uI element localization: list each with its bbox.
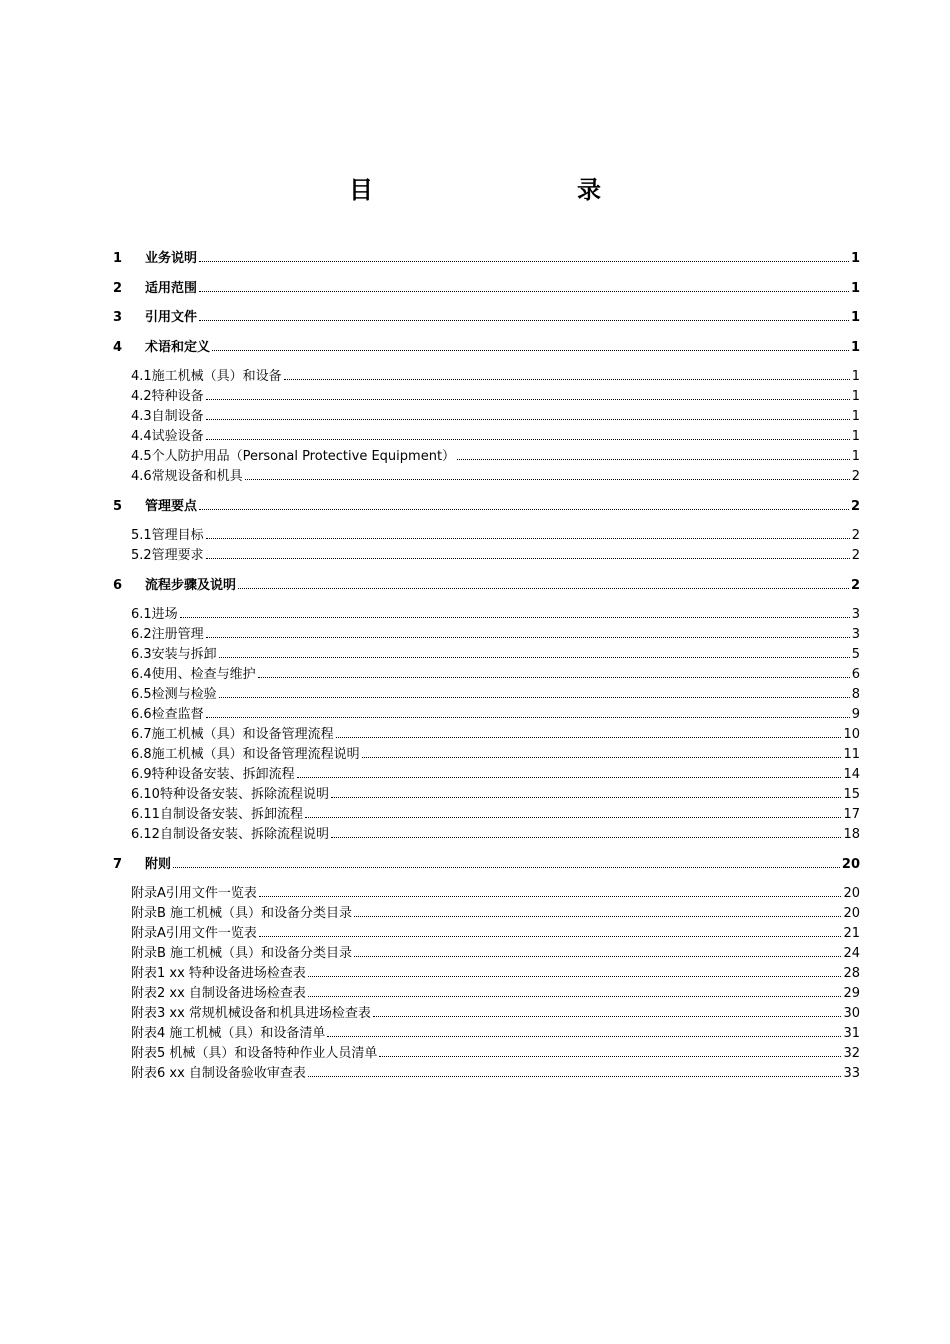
toc-page-number: 2 xyxy=(851,548,860,563)
toc-page-number: 32 xyxy=(843,1046,860,1061)
toc-subsection-entry[interactable] xyxy=(113,742,860,762)
toc-dot-leader xyxy=(206,537,850,539)
toc-entry-label: 6.1进场 xyxy=(131,607,178,622)
toc-entry-label: 附录B 施工机械（具）和设备分类目录 xyxy=(131,906,353,921)
toc-page-number: 2 xyxy=(850,498,860,514)
toc-dot-leader xyxy=(206,418,850,420)
toc-subsection-entry[interactable] xyxy=(113,822,860,842)
toc-subsection-entry[interactable] xyxy=(113,1061,860,1081)
toc-subsection-entry[interactable] xyxy=(113,961,860,981)
toc-subsection-entry[interactable] xyxy=(113,881,860,901)
toc-subsection-entry[interactable] xyxy=(113,762,860,782)
toc-dot-leader xyxy=(219,696,850,698)
toc-subsection-entry[interactable] xyxy=(113,1021,860,1041)
toc-section-entry[interactable] xyxy=(113,852,860,872)
toc-entry-label: 5.2管理要求 xyxy=(131,548,204,563)
toc-entry-label: 术语和定义 xyxy=(145,339,211,355)
toc-dot-leader xyxy=(379,1055,841,1057)
toc-page-number: 1 xyxy=(850,251,860,266)
toc-dot-leader xyxy=(331,796,842,798)
toc-dot-leader xyxy=(354,915,841,917)
toc-dot-leader xyxy=(308,1075,842,1077)
toc-entry-label: 附录A引用文件一览表 xyxy=(131,926,257,941)
toc-entry-label: 4.2特种设备 xyxy=(131,389,204,404)
toc-dot-leader xyxy=(259,895,842,897)
toc-subsection-entry[interactable] xyxy=(113,921,860,941)
toc-subsection-entry[interactable] xyxy=(113,802,860,822)
toc-entry-label: 业务说明 xyxy=(145,251,198,266)
toc-dot-leader xyxy=(206,636,850,638)
toc-section-entry[interactable] xyxy=(113,335,860,355)
toc-page-number: 10 xyxy=(843,727,860,742)
toc-page-number: 1 xyxy=(850,339,860,355)
toc-entry-label: 管理要点 xyxy=(145,498,198,514)
toc-dot-leader xyxy=(354,955,841,957)
toc-dot-leader xyxy=(199,260,849,262)
toc-subsection-entry[interactable] xyxy=(113,682,860,702)
toc-page-number: 33 xyxy=(843,1066,860,1081)
toc-section-number: 7 xyxy=(113,856,123,872)
toc-page-number: 6 xyxy=(851,667,860,682)
toc-entry-label: 6.7施工机械（具）和设备管理流程 xyxy=(131,727,334,742)
toc-section-number: 5 xyxy=(113,498,123,514)
toc-subsection-entry[interactable] xyxy=(113,662,860,682)
toc-entry-label: 4.1施工机械（具）和设备 xyxy=(131,369,282,384)
toc-entry-label: 6.8施工机械（具）和设备管理流程说明 xyxy=(131,747,360,762)
toc-subsection-entry[interactable] xyxy=(113,424,860,444)
toc-page-number: 30 xyxy=(843,1006,860,1021)
toc-entry-label: 6.6检查监督 xyxy=(131,707,204,722)
toc-page-number: 2 xyxy=(851,528,860,543)
toc-page-number: 11 xyxy=(843,747,860,762)
toc-section-number: 2 xyxy=(113,280,123,296)
toc-page-number: 20 xyxy=(843,906,860,921)
toc-subsection-entry[interactable] xyxy=(113,543,860,563)
toc-page-number: 1 xyxy=(850,280,860,296)
toc-page-number: 20 xyxy=(843,886,860,901)
toc-page-number: 2 xyxy=(851,469,860,484)
toc-dot-leader xyxy=(457,458,850,460)
toc-page-number: 21 xyxy=(843,926,860,941)
toc-page-number: 9 xyxy=(851,707,860,722)
toc-entry-label: 6.2注册管理 xyxy=(131,627,204,642)
toc-dot-leader xyxy=(180,616,850,618)
toc-page-number: 1 xyxy=(851,409,860,424)
toc-entry-label: 附表2 xx 自制设备进场检查表 xyxy=(131,986,306,1001)
toc-subsection-entry[interactable] xyxy=(113,1041,860,1061)
toc-subsection-entry[interactable] xyxy=(113,364,860,384)
toc-dot-leader xyxy=(219,656,850,658)
toc-entry-label: 6.11自制设备安装、拆卸流程 xyxy=(131,807,303,822)
toc-dot-leader xyxy=(259,935,842,937)
toc-dot-leader xyxy=(308,975,842,977)
toc-entry-label: 6.5检测与检验 xyxy=(131,687,217,702)
toc-dot-leader xyxy=(206,716,850,718)
table-of-contents xyxy=(113,246,860,1081)
toc-entry-label: 附表1 xx 特种设备进场检查表 xyxy=(131,966,306,981)
toc-dot-leader xyxy=(305,816,842,818)
toc-page-number: 8 xyxy=(851,687,860,702)
toc-dot-leader xyxy=(199,508,849,510)
toc-entry-label: 6.9特种设备安装、拆卸流程 xyxy=(131,767,295,782)
toc-page-number: 29 xyxy=(843,986,860,1001)
toc-subsection-entry[interactable] xyxy=(113,464,860,484)
toc-dot-leader xyxy=(173,866,840,868)
toc-page-number: 14 xyxy=(843,767,860,782)
toc-page-number: 3 xyxy=(851,607,860,622)
toc-page-number: 20 xyxy=(841,856,860,872)
toc-dot-leader xyxy=(336,736,842,738)
toc-dot-leader xyxy=(327,1035,841,1037)
toc-subsection-entry[interactable] xyxy=(113,622,860,642)
toc-section-entry[interactable] xyxy=(113,276,860,296)
toc-entry-label: 附表6 xx 自制设备验收审查表 xyxy=(131,1066,306,1081)
toc-section-number: 6 xyxy=(113,577,123,593)
toc-entry-label: 6.4使用、检查与维护 xyxy=(131,667,256,682)
toc-dot-leader xyxy=(308,995,842,997)
toc-dot-leader xyxy=(258,676,850,678)
toc-dot-leader xyxy=(199,319,849,321)
toc-dot-leader xyxy=(206,438,850,440)
toc-section-number: 4 xyxy=(113,339,123,355)
toc-entry-label: 4.3自制设备 xyxy=(131,409,204,424)
toc-entry-label: 引用文件 xyxy=(145,310,198,325)
toc-page-number: 3 xyxy=(851,627,860,642)
toc-dot-leader xyxy=(206,398,850,400)
toc-page-number: 1 xyxy=(851,449,860,464)
toc-page-number: 17 xyxy=(843,807,860,822)
toc-subsection-entry[interactable] xyxy=(113,981,860,1001)
toc-subsection-entry[interactable] xyxy=(113,384,860,404)
toc-section-entry[interactable] xyxy=(113,305,860,325)
toc-subsection-entry[interactable] xyxy=(113,1001,860,1021)
toc-subsection-entry[interactable] xyxy=(113,941,860,961)
toc-subsection-entry[interactable] xyxy=(113,404,860,424)
toc-dot-leader xyxy=(245,478,850,480)
toc-entry-label: 附表5 机械（具）和设备特种作业人员清单 xyxy=(131,1046,378,1061)
toc-entry-label: 附则 xyxy=(145,856,172,872)
toc-dot-leader xyxy=(199,290,849,292)
toc-dot-leader xyxy=(362,756,842,758)
toc-page-number: 1 xyxy=(851,429,860,444)
toc-entry-label: 4.6常规设备和机具 xyxy=(131,469,243,484)
toc-entry-label: 适用范围 xyxy=(145,280,198,296)
toc-dot-leader xyxy=(238,587,849,589)
toc-page-number: 28 xyxy=(843,966,860,981)
toc-subsection-entry[interactable] xyxy=(113,523,860,543)
toc-subsection-entry[interactable] xyxy=(113,444,860,464)
page-title: 目 录 xyxy=(349,176,653,204)
toc-page-number: 2 xyxy=(850,577,860,593)
toc-dot-leader xyxy=(212,349,849,351)
toc-subsection-entry[interactable] xyxy=(113,722,860,742)
toc-page-number: 15 xyxy=(843,787,860,802)
toc-page-number: 31 xyxy=(843,1026,860,1041)
toc-page-number: 18 xyxy=(843,827,860,842)
toc-dot-leader xyxy=(331,836,842,838)
toc-subsection-entry[interactable] xyxy=(113,602,860,622)
toc-subsection-entry[interactable] xyxy=(113,782,860,802)
toc-section-entry[interactable] xyxy=(113,573,860,593)
toc-dot-leader xyxy=(373,1015,842,1017)
toc-section-number: 3 xyxy=(113,310,123,325)
toc-dot-leader xyxy=(297,776,842,778)
toc-entry-label: 4.5个人防护用品（Personal Protective Equipment） xyxy=(131,449,456,464)
toc-page-number: 24 xyxy=(843,946,860,961)
toc-subsection-entry[interactable] xyxy=(113,901,860,921)
toc-page-number: 1 xyxy=(851,389,860,404)
toc-dot-leader xyxy=(206,557,850,559)
toc-entry-label: 4.4试验设备 xyxy=(131,429,204,444)
toc-dot-leader xyxy=(284,378,850,380)
toc-entry-label: 6.12自制设备安装、拆除流程说明 xyxy=(131,827,329,842)
toc-section-number: 1 xyxy=(113,251,123,266)
toc-entry-label: 6.3安装与拆卸 xyxy=(131,647,217,662)
toc-page-number: 1 xyxy=(850,310,860,325)
toc-entry-label: 5.1管理目标 xyxy=(131,528,204,543)
toc-subsection-entry[interactable] xyxy=(113,702,860,722)
toc-section-entry[interactable] xyxy=(113,246,860,266)
toc-entry-label: 附表3 xx 常规机械设备和机具进场检查表 xyxy=(131,1006,371,1021)
toc-subsection-entry[interactable] xyxy=(113,642,860,662)
toc-entry-label: 附录A引用文件一览表 xyxy=(131,886,257,901)
toc-page-number: 1 xyxy=(851,369,860,384)
toc-entry-label: 附录B 施工机械（具）和设备分类目录 xyxy=(131,946,353,961)
toc-entry-label: 流程步骤及说明 xyxy=(145,577,237,593)
toc-page-number: 5 xyxy=(851,647,860,662)
toc-section-entry[interactable] xyxy=(113,494,860,514)
toc-entry-label: 附表4 施工机械（具）和设备清单 xyxy=(131,1026,326,1041)
toc-entry-label: 6.10特种设备安装、拆除流程说明 xyxy=(131,787,329,802)
